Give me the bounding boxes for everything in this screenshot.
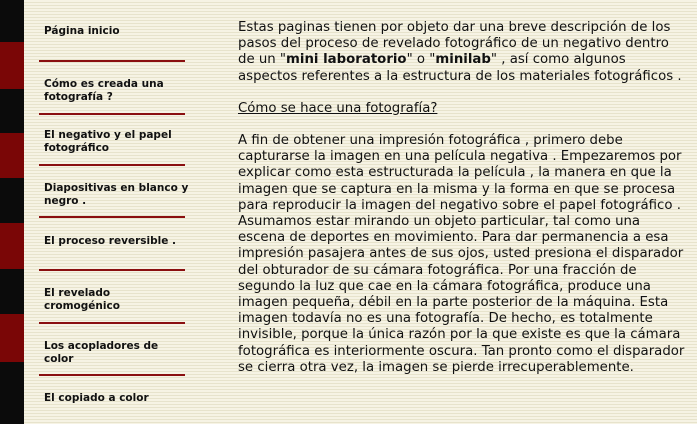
sidebar-item-proceso-reversible[interactable]: El proceso reversible . — [44, 235, 176, 247]
sidebar-item-pagina-inicio[interactable]: Página inicio — [44, 25, 120, 37]
intro-bold-term: mini laboratorio — [286, 52, 407, 68]
sidebar-item-acopladores-color[interactable]: Los acopladores de color — [44, 340, 159, 365]
stripe-block — [0, 223, 24, 269]
sidebar-separator — [39, 269, 185, 271]
stripe-block — [0, 89, 24, 133]
stripe-block — [0, 269, 24, 314]
intro-text: " , así como algunos aspectos referentes a la estructura de los materiales fotográficos . — [238, 52, 682, 84]
stripe-block — [0, 0, 24, 42]
stripe-block — [0, 362, 24, 424]
sidebar-item-copiado-color[interactable]: El copiado a color — [44, 392, 149, 404]
intro-text: Estas paginas tienen por objeto dar una breve descripción de los pasos del proceso de revelado fotográfico de un negativo dentro de un " — [238, 20, 671, 68]
intro-text: " o " — [406, 52, 436, 68]
stripe-block — [0, 314, 24, 362]
left-decorative-stripe — [0, 0, 24, 424]
sidebar-separator — [39, 164, 185, 166]
sidebar-separator — [39, 374, 185, 376]
sidebar-separator — [39, 322, 185, 324]
body-paragraph: Asumamos estar mirando un objeto particular, tal como una escena de deportes en movimiento. Para dar permanencia a esa impresión pasajera antes de sus ojos, usted presiona el disparador del obturador de su cámara fotográfica. Por una fracción de segundo la luz que cae en la cámara fotográfica, produce una imagen pequeña, débil en la parte posterior de la máquina. Esta imagen todavía no es una fotografía. De hecho, es totalmente invisible, porque la única razón por la que existe es que la cámara fotográfica es interiormente oscura. Tan pronto como el disparador se cierra otra vez, la imagen se pierde irrecuperablemente. — [238, 214, 685, 375]
stripe-block — [0, 178, 24, 223]
sidebar-separator — [39, 113, 185, 115]
sidebar-item-revelado-cromogenico[interactable]: El revelado cromogénico — [44, 287, 120, 312]
intro-paragraph — [238, 20, 688, 85]
sidebar-nav — [24, 0, 194, 424]
section-link-como-se-hace[interactable]: Cómo se hace una fotografía? — [238, 100, 438, 116]
intro-bold-term: minilab — [435, 52, 491, 68]
body-paragraph: A fin de obtener una impresión fotográfica , primero debe capturarse la imagen en una película negativa . Empezaremos por explicar como esta estructurada la película , la manera en que la imagen que se captura en la misma y la forma en que se procesa para reproducir la imagen del negativo sobre el papel fotográfico . — [238, 133, 682, 213]
sidebar-separator — [39, 216, 185, 218]
sidebar-item-negativo-papel[interactable]: El negativo y el papel fotográfico — [44, 129, 172, 154]
sidebar-separator — [39, 60, 185, 62]
main-content — [238, 20, 688, 376]
stripe-block — [0, 42, 24, 89]
stripe-block — [0, 133, 24, 178]
sidebar-item-diapositivas[interactable]: Diapositivas en blanco y negro . — [44, 182, 189, 207]
sidebar-item-como-es-creada[interactable]: Cómo es creada una fotografía ? — [44, 78, 164, 103]
